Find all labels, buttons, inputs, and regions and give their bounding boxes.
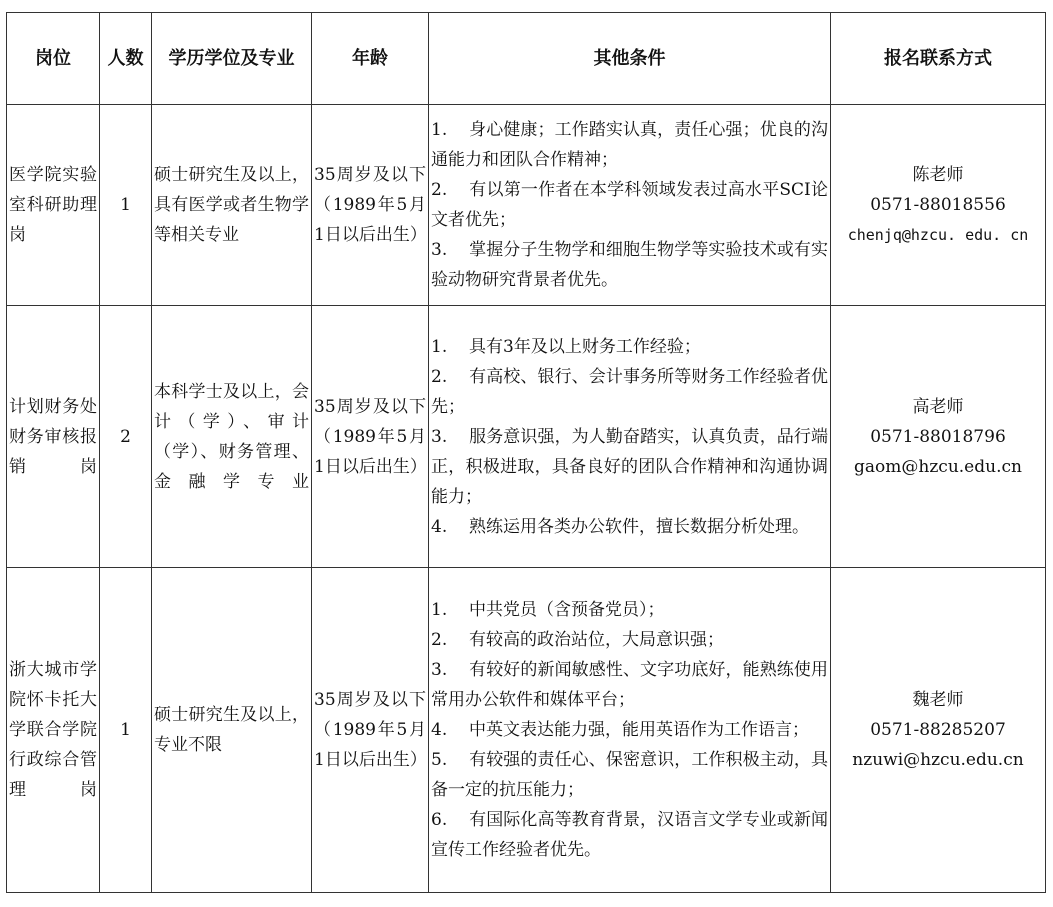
conditions-cell: [429, 568, 831, 893]
condition-item: 2. 有较高的政治站位，大局意识强；: [431, 630, 724, 650]
condition-item: 3. 服务意识强，为人勤奋踏实，认真负责，品行端正，积极进取，具备良好的团队合作精神和沟通协调能力；: [431, 426, 828, 507]
condition-item: 1. 中共党员（含预备党员）；: [431, 600, 665, 620]
table-header-row: [7, 13, 1046, 105]
education-cell: 本科学士及以上，会计（学）、审计（学）、财务管理、金融学专业: [152, 306, 312, 568]
contact-phone: 0571-88285207: [870, 720, 1006, 740]
count-cell: 1: [100, 568, 152, 893]
count-cell: 2: [100, 306, 152, 568]
condition-item: 4. 熟练运用各类办公软件，擅长数据分析处理。: [431, 516, 809, 537]
condition-item: 6. 有国际化高等教育背景，汉语言文学专业或新闻宣传工作经验者优先。: [431, 810, 828, 860]
education-cell: 硕士研究生及以上，具有医学或者生物学等相关专业: [152, 105, 312, 306]
contact-cell: [831, 568, 1046, 893]
age-cell: 35周岁及以下（1989年5月1日以后出生）: [312, 568, 429, 893]
contact-cell: [831, 306, 1046, 568]
education-cell: 硕士研究生及以上，专业不限: [152, 568, 312, 893]
table-row: [7, 306, 1046, 568]
conditions-cell: [429, 306, 831, 568]
age-cell: 35周岁及以下（1989年5月1日以后出生）: [312, 306, 429, 568]
contact-email: gaom@hzcu.edu.cn: [854, 456, 1022, 477]
conditions-cell: [429, 105, 831, 306]
contact-phone: 0571-88018556: [870, 195, 1006, 215]
contact-name: 陈老师: [912, 165, 964, 185]
condition-item: 3. 掌握分子生物学和细胞生物学等实验技术或有实验动物研究背景者优先。: [431, 240, 828, 290]
count-cell: 1: [100, 105, 152, 306]
condition-item: 4. 中英文表达能力强，能用英语作为工作语言；: [431, 720, 809, 740]
contact-phone: 0571-88018796: [870, 426, 1006, 447]
header-conditions: 其他条件: [429, 13, 831, 105]
age-cell: 35周岁及以下（1989年5月1日以后出生）: [312, 105, 429, 306]
contact-email: nzuwi@hzcu.edu.cn: [852, 750, 1024, 770]
condition-item: 2. 有高校、银行、会计事务所等财务工作经验者优先；: [431, 366, 828, 417]
header-count: 人数: [100, 13, 152, 105]
table-row: [7, 568, 1046, 893]
condition-item: 3. 有较好的新闻敏感性、文字功底好，能熟练使用常用办公软件和媒体平台；: [431, 660, 828, 710]
position-cell: 浙大城市学院怀卡托大学联合学院行政综合管理岗: [7, 568, 100, 893]
job-requirements-table: [6, 12, 1046, 893]
contact-name: 魏老师: [912, 690, 964, 710]
condition-item: 1. 具有3年及以上财务工作经验；: [431, 336, 701, 357]
job-table-page: [6, 12, 1046, 893]
position-cell: 医学院实验室科研助理岗: [7, 105, 100, 306]
contact-cell: [831, 105, 1046, 306]
position-cell: 计划财务处财务审核报销岗: [7, 306, 100, 568]
contact-name: 高老师: [912, 396, 964, 417]
contact-email: chenjq@hzcu. edu. cn: [847, 226, 1029, 244]
condition-item: 1. 身心健康；工作踏实认真，责任心强；优良的沟通能力和团队合作精神；: [431, 120, 828, 170]
header-contact: 报名联系方式: [831, 13, 1046, 105]
header-position: 岗位: [7, 13, 100, 105]
table-row: [7, 105, 1046, 306]
header-education: 学历学位及专业: [152, 13, 312, 105]
condition-item: 5. 有较强的责任心、保密意识，工作积极主动，具备一定的抗压能力；: [431, 750, 828, 800]
condition-item: 2. 有以第一作者在本学科领域发表过高水平SCI论文者优先；: [431, 180, 828, 230]
header-age: 年龄: [312, 13, 429, 105]
